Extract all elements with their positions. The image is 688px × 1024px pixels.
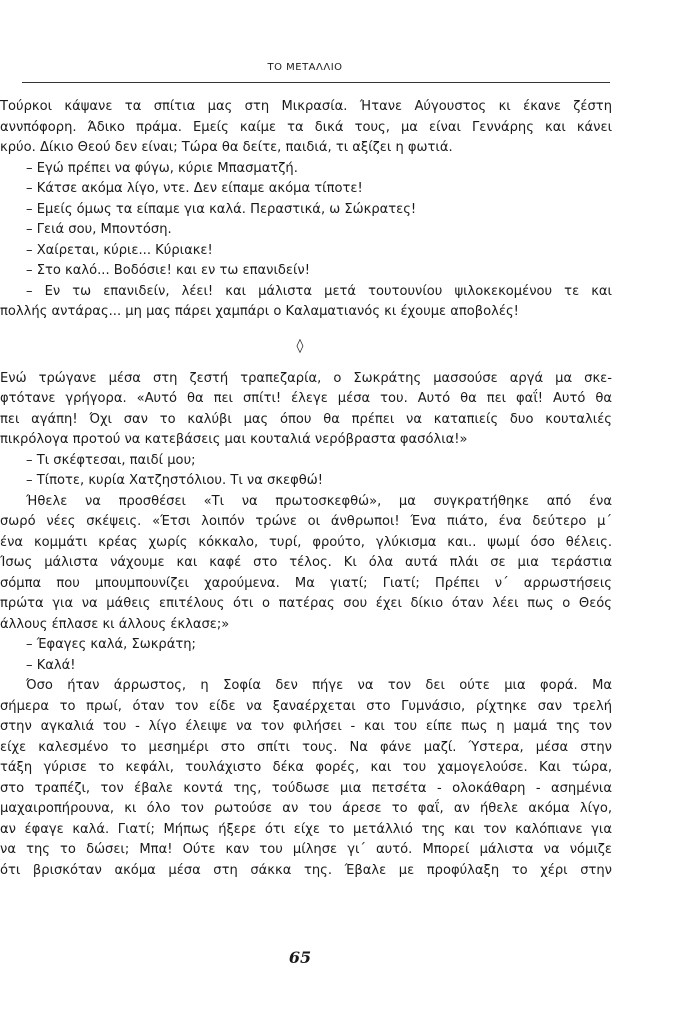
dialogue-line: – Χαίρεται, κύριε... Κύριακε! — [26, 242, 213, 258]
text-line: κρύο. Δίκιο Θεού δεν είναι; Τώρα θα δείτε, παιδιά, τι αξίζει η φωτιά. — [0, 140, 453, 155]
header-rule — [22, 82, 610, 83]
page-number: 65 — [288, 948, 312, 967]
dialogue-line: – Τίποτε, κυρία Χατζηστόλιου. Τι να σκεφθώ! — [26, 473, 323, 488]
text-line: Ίσως μάλιστα νάχουμε και καφέ στο τέλος. Κι όλα αυτά πλάι σε μια τεράστια — [0, 555, 612, 570]
dialogue-line: – Εγώ πρέπει να φύγω, κύριε Μπασματζή. — [26, 160, 298, 176]
text-line: στο τραπέζι, τον έβαλε κοντά της, τούδωσε μια πετσέτα - ολοκάθαρη - ασημένια — [0, 780, 612, 796]
dialogue-line: – Έφαγες καλά, Σωκράτη; — [26, 637, 196, 652]
dialogue-line: – Τι σκέφτεσαι, παιδί μου; — [26, 452, 196, 468]
text-line: φτότανε γρήγορα. «Αυτό θα πει σπίτι! έλεγε μέσα του. Αυτό θα πει φαΐ! Αυτό θα — [0, 391, 612, 406]
text-line: σωρό νέες σκέψεις. «Έτσι λοιπόν τρώνε οι άνθρωποι! Ένα πιάτο, ένα δεύτερο μ΄ — [0, 514, 612, 529]
text-line: πικρόλογα προτού να κατεβάσεις μαι κουταλιά νερόβραστα φασόλια!» — [0, 432, 468, 447]
text-line: Όσο ήταν άρρωστος, η Σοφία δεν πήγε να τον δει ούτε μια φορά. Μα — [26, 678, 612, 693]
text-line: αννπόφορη. Άδικο πράμα. Εμείς καίμε τα δικά τους, μα είναι Γεννάρης και κάνει — [0, 119, 612, 135]
text-line: σήμερα το πρωί, όταν τον είδε να ξαναέρχεται στο Γυμνάσιο, ρίχτηκε σαν τρελή — [0, 698, 612, 714]
dialogue-line: – Εν τω επανιδείν, λέει! και μάλιστα μετά τουτουνίου ψιλοκεκομένου τε και — [26, 283, 612, 299]
text-line: στην αγκαλιά του - λίγο έλειψε να τον φιλήσει - και του είπε πως η μαμά της τον — [0, 719, 612, 734]
section-separator: ◊ — [296, 337, 304, 354]
text-line: Ενώ τρώγανε μέσα στη ζεστή τραπεζαρία, ο Σωκράτης μασσούσε αργά μα σκε- — [0, 370, 612, 386]
text-line: αν έφαγε καλά. Γιατί; Μήπως ήξερε ότι είχε το μετάλλιό της και τον καλόπιανε για — [0, 821, 612, 837]
text-line: μαχαιροπήρουνα, κι όλο τον ρωτούσε αν του άρεσε το φαΐ, αν ήθελε ακόμα λίγο, — [0, 801, 612, 816]
text-line: ότι βρισκόταν ακόμα μέσα στη σάκκα της. Έβαλε με προφύλαξη το χέρι στην — [0, 862, 612, 878]
text-line: να της το δώσει; Μπα! Ούτε καν του μίλησε γι΄ αυτό. Μπορεί μάλιστα να νόμιζε — [0, 842, 612, 857]
text-line: τάξη γύρισε το κεφάλι, τουλάχιστο δέκα φορές, και του χαμογελούσε. Και τώρα, — [0, 760, 612, 775]
text-line: Τούρκοι κάψανε τα σπίτια μας στη Μικρασία. Ήτανε Αύγουστος κι έκανε ζέστη — [0, 99, 612, 114]
dialogue-line: – Εμείς όμως τα είπαμε για καλά. Περαστικά, ω Σώκρατες! — [26, 201, 417, 217]
text-line: σόμπα που μπουμπουνίζει χαρούμενα. Μα γιατί; Γιατί; Πρέπει ν΄ αρρωστήσεις — [0, 575, 612, 591]
running-title: ΤΟ ΜΕΤΑΛΛΙΟ — [267, 62, 343, 73]
text-line: πει αγάπη! Όχι σαν το καλύβι μας όπου θα πρέπει να καταπιείς δυο κουταλιές — [0, 411, 612, 427]
text-line: πρώτα για να μάθεις επιτέλους ότι ο πατέρας σου έχει δίκιο όταν λέει πως ο Θεός — [0, 596, 612, 611]
text-line: Ήθελε να προσθέσει «Τι να πρωτοσκεφθώ», μα συγκρατήθηκε από ένα — [26, 493, 612, 509]
dialogue-line: – Γειά σου, Μποντόση. — [26, 222, 172, 237]
dialogue-line: – Στο καλό... Βοδόσιε! και εν τω επανιδείν! — [26, 263, 310, 278]
body-text — [0, 97, 612, 881]
text-line: είχε καλεσμένο το μεσημέρι στο σπίτι τους. Να φάνε μαζί. Ύστερα, μέσα στην — [0, 739, 612, 755]
text-line: ένα κομμάτι κρέας χωρίς κόκκαλο, τυρί, φρούτο, γλύκισμα και.. ψωμί όσο θέλεις. — [0, 534, 612, 550]
dialogue-line: – Καλά! — [26, 657, 76, 673]
text-line: άλλους έπλασε κι άλλους έκλασε;» — [0, 616, 230, 632]
text-line: πολλής αντάρας... μη μας πάρει χαμπάρι ο Καλαματιανός κι έχουμε αποβολές! — [0, 304, 519, 319]
dialogue-line: – Κάτσε ακόμα λίγο, ντε. Δεν είπαμε ακόμα τίποτε! — [26, 181, 363, 196]
